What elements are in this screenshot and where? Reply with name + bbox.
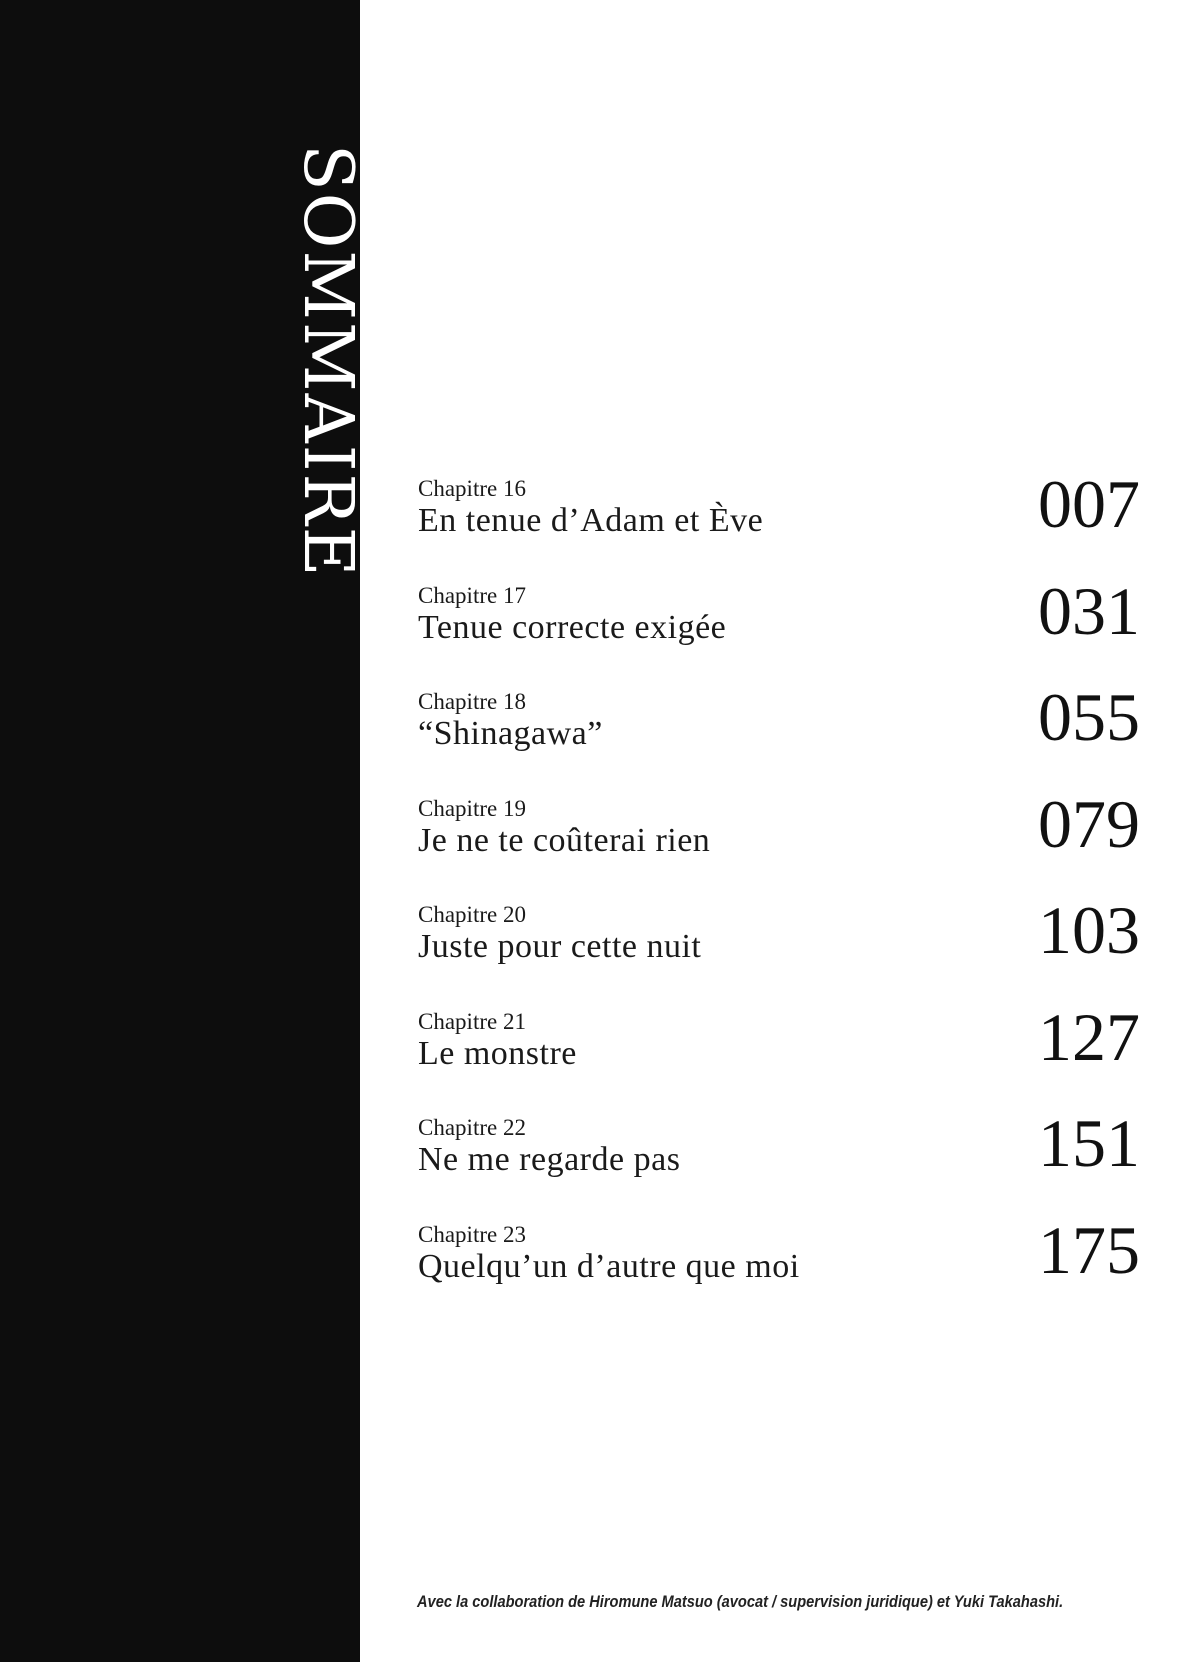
table-of-contents [418, 466, 1158, 1322]
toc-entry[interactable] [418, 998, 1158, 1110]
chapter-page-number: 127 [1038, 998, 1140, 1075]
chapter-title: Quelqu’un d’autre que moi [418, 1247, 800, 1285]
page-title: SOMMAIRE [288, 144, 367, 579]
chapter-page-number: 031 [1038, 572, 1140, 649]
chapter-title: En tenue d’Adam et Ève [418, 502, 764, 539]
chapter-title: Tenue correcte exigée [418, 608, 727, 646]
black-side-band [0, 0, 367, 1662]
toc-entry[interactable] [418, 572, 1158, 684]
chapter-label: Chapitre 21 [418, 1008, 526, 1034]
chapter-title: Ne me regarde pas [418, 1141, 681, 1178]
chapter-label: Chapitre 19 [418, 795, 526, 821]
chapter-title: Je ne te coûterai rien [418, 821, 711, 859]
chapter-label: Chapitre 18 [418, 689, 526, 714]
chapter-page-number: 175 [1038, 1211, 1140, 1288]
chapter-page-number: 007 [1038, 466, 1140, 542]
chapter-page-number: 079 [1038, 785, 1140, 862]
toc-entry[interactable] [418, 466, 1158, 577]
toc-entry[interactable] [418, 679, 1158, 790]
toc-entry[interactable] [418, 1105, 1158, 1216]
chapter-title: Juste pour cette nuit [418, 928, 702, 965]
chapter-title: Le monstre [418, 1034, 577, 1072]
chapter-label: Chapitre 20 [418, 902, 526, 927]
chapter-page-number: 055 [1038, 679, 1140, 755]
credit-line: Avec la collaboration de Hiromune Matsuo (avocat / supervision juridique) et Yuki Takahashi. [417, 1592, 1064, 1611]
chapter-page-number: 103 [1038, 892, 1140, 968]
toc-entry[interactable] [418, 892, 1158, 1003]
chapter-label: Chapitre 22 [418, 1115, 526, 1140]
chapter-title: “Shinagawa” [418, 715, 603, 752]
toc-entry[interactable] [418, 785, 1158, 897]
chapter-label: Chapitre 16 [418, 476, 526, 501]
toc-entry[interactable] [418, 1211, 1158, 1323]
chapter-label: Chapitre 23 [418, 1221, 526, 1247]
chapter-page-number: 151 [1038, 1105, 1140, 1181]
chapter-label: Chapitre 17 [418, 582, 526, 608]
